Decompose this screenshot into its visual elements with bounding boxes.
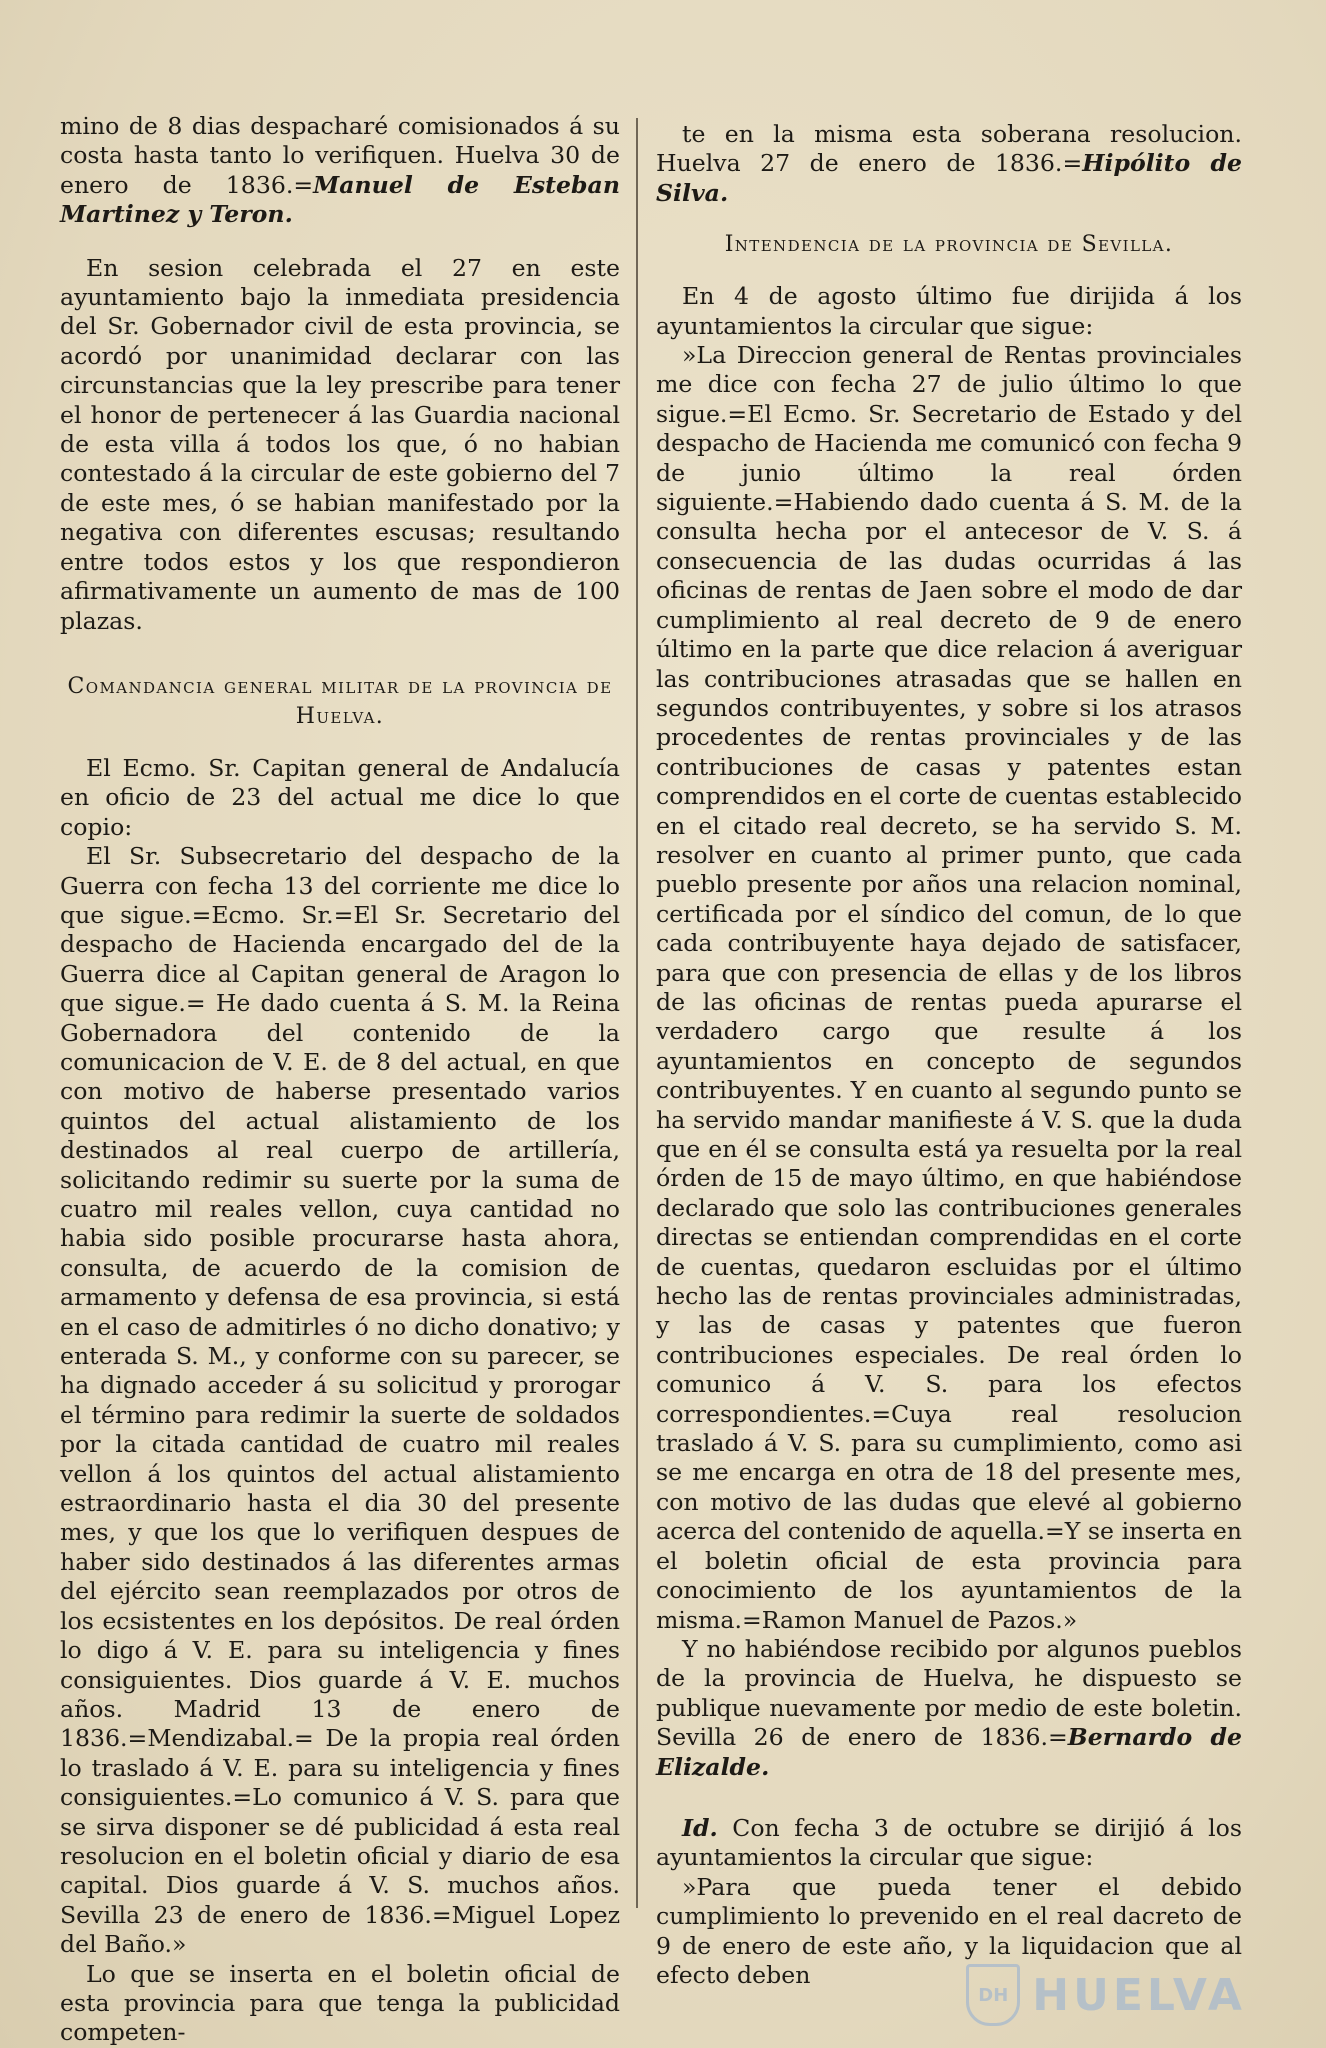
right-paragraph-1 [656,120,1242,208]
spacer [60,230,620,254]
id-label: Id. [682,1813,718,1842]
heading-comandancia: Comandancia general militar de la provincia de Huelva. [67,673,613,729]
right-column [656,120,1242,1990]
column-rule [636,118,638,1908]
left-paragraph-4: El Sr. Subsecretario del despacho de la Guerra con fecha 13 del corriente me dice lo que sigue.=Ecmo. Sr.=El Sr. Secretario del despacho de Hacienda encargado del de la Guerra dice al Capitan general de Aragon lo que sigue.= He dado cuenta á S. M. la Reina Gobernadora del contenido de la comunicacion de V. E. de 8 del actual, en que con motivo de haberse presentado varios quintos del actual alistamiento de los destinados al real cuerpo de artillería, solicitando redimir su suerte por la suma de cuatro mil reales vellon, cuya cantidad no habia sido posible procurarse hasta ahora, consulta, de acuerdo de la comision de armamento y defensa de esa provincia, si está en el caso de admitirles ó no dicho donativo; y enterada S. M., y conforme con su parecer, se ha dignado acceder á su solicitud y prorogar el término para redimir la suerte de soldados por la citada cantidad de cuatro mil reales vellon á los quintos del actual alistamiento estraordinario hasta el dia 30 del presente mes, y que los que lo verifiquen despues de haber sido destinados á las diferentes armas del ejército sean reemplazados por otros de los ecsistentes en los depósitos. De real órden lo digo á V. E. para su inteligencia y fines consiguientes. Dios guarde á V. E. muchos años. Madrid 13 de enero de 1836.=Mendizabal.= De la propia real órden lo traslado á V. E. para su inteligencia y fines consiguientes.=Lo comunico á V. S. para que se sirva disponer se dé publicidad á esta real resolucion en el boletin oficial y diario de esa capital. Dios guarde á V. S. muchos años. Sevilla 23 de enero de 1836.=Miguel Lopez del Baño.» [60,842,620,1959]
right-p4-signature: Bernardo de Elizalde. [656,1723,1242,1781]
right-p5-text: Con fecha 3 de octubre se dirijió á los ayuntamientos la circular que sigue: [656,1813,1242,1872]
sign-dash: = [293,170,314,199]
spacer [656,1782,1242,1814]
sign-dash: = [1062,149,1083,178]
huelva-watermark [966,1964,1246,2026]
left-p1-signature: Manuel de Esteban Martinez y Teron. [60,170,620,229]
left-p1-text: mino de 8 dias despacharé comisionados á su costa hasta tanto lo verifiquen. Huelva 30 de enero de 1836. [60,112,620,199]
right-paragraph-4 [656,1635,1242,1782]
right-p1-text: te en la misma esta soberana resolucion. Huelva 27 de enero de 1836. [656,120,1242,178]
right-p4-text: Y no habiéndose recibido por algunos pueblos de la provincia de Huelva, he dispuesto se publique nuevamente por medio de este boletin. Sevilla 26 de enero de 1836. [656,1634,1242,1752]
huelva-seal-icon: DH [966,1964,1020,2026]
watermark-text: HUELVA [1032,1969,1246,2021]
left-paragraph-5: Lo que se inserta en el boletin oficial de esta provincia para que tenga la publicidad competen- [60,1959,620,2047]
right-paragraph-3: »La Direccion general de Rentas provinciales me dice con fecha 27 de julio último lo que sigue.=El Ecmo. Sr. Secretario de Estado y del despacho de Hacienda me comunicó con fecha 9 de junio último la real órden siguiente.=Habiendo dado cuenta á S. M. de la consulta hecha por el antecesor de V. S. á consecuencia de las dudas ocurridas á las oficinas de rentas de Jaen sobre el modo de dar cumplimiento al real decreto de 9 de enero último en la parte que dice relacion á averiguar las contribuciones atrasadas que se hallen en segundos contribuyentes, y sobre si los atrasos procedentes de rentas provinciales y de las contribuciones de casas y patentes estan comprendidos en el corte de cuentas establecido en el citado real decreto, se ha servido S. M. resolver en cuanto al primer punto, que cada pueblo presente por años una relacion nominal, certificada por el síndico del comun, de lo que cada contribuyente haya dejado de satisfacer, para que con presencia de ellas y de los libros de las oficinas de rentas pueda apurarse el verdadero cargo que resulte á los ayuntamientos en concepto de segundos contribuyentes. Y en cuanto al segundo punto se ha servido mandar manifieste á V. S. que la duda que en él se consulta está ya resuelta por la real órden de 15 de mayo último, en que habiéndose declarado que solo las contribuciones generales directas se entiendan comprendidas en el corte de cuentas, quedaron escluidas por el último hecho las de rentas provinciales administradas, y las de casas y patentes que fueron contribuciones especiales. De real órden lo comunico á V. S. para los efectos correspondientes.=Cuya real resolucion traslado á V. S. para su cumplimiento, como asi se me encarga en otra de 18 del presente mes, con motivo de las dudas que elevé al gobierno acerca del contenido de aquella.=Y se inserta en el boletin oficial de esta provincia para conocimiento de los ayuntamientos de la misma.=Ramon Manuel de Pazos.» [656,341,1242,1634]
right-paragraph-6: »Para que pueda tener el debido cumplimiento lo prevenido en el real dacreto de 9 de enero de este año, y la liquidacion que al efecto deben [656,1872,1242,1989]
sign-dash: = [1048,1723,1068,1752]
left-paragraph-1 [60,112,620,230]
left-column [60,112,620,2048]
right-paragraph-5 [656,1814,1242,1873]
left-paragraph-2: En sesion celebrada el 27 en este ayuntamiento bajo la inmediata presidencia del Sr. Gobernador civil de esta provincia, se acordó por unanimidad declarar con las circunstancias que la ley prescribe para tener el honor de pertenecer á las Guardia nacional de esta villa á todos los que, ó no habian contestado á la circular de este gobierno del 7 de este mes, ó se habian manifestado por la negativa con diferentes escusas; resultando entre todos estos y los que respondieron afirmativamente un aumento de mas de 100 plazas. [60,253,620,635]
heading-intendencia: Intendencia de la provincia de Sevilla. [724,232,1174,258]
left-paragraph-3: El Ecmo. Sr. Capitan general de Andalucía en oficio de 23 del actual me dice lo que copio: [60,753,620,841]
right-p1-signature: Hipólito de Silva. [656,149,1242,207]
right-paragraph-2: En 4 de agosto último fue dirijida á los ayuntamientos la circular que sigue: [656,282,1242,340]
